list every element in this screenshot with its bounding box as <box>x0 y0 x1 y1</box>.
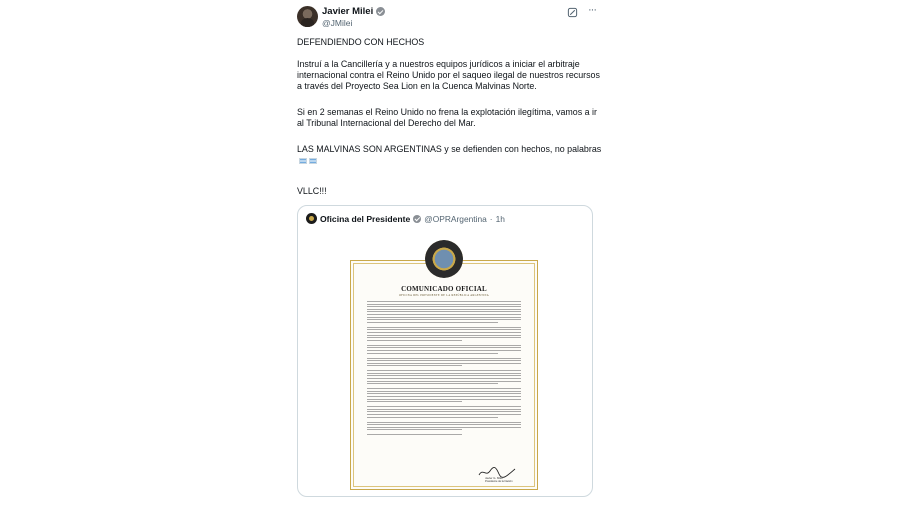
quoted-author-handle[interactable]: @OPRArgentina <box>424 213 487 224</box>
tweet <box>291 0 609 505</box>
quoted-timestamp[interactable]: 1h <box>495 213 505 224</box>
document-subtitle: OFICINA DEL PRESIDENTE DE LA REPÚBLICA ARGENTINA <box>399 294 489 297</box>
author-name-row <box>322 6 385 17</box>
document-paragraph <box>367 388 521 402</box>
tweet-heading: DEFENDIENDO CON HECHOS <box>297 37 425 47</box>
verified-badge-icon <box>376 7 385 16</box>
document-paragraph <box>367 358 521 367</box>
document-paragraph <box>367 370 521 384</box>
document-paragraph <box>367 422 521 431</box>
quoted-tweet-header <box>306 213 505 224</box>
verified-badge-icon <box>413 215 421 223</box>
quoted-tweet[interactable] <box>297 205 593 497</box>
document-paragraph <box>367 345 521 354</box>
tweet-paragraph-3-text: LAS MALVINAS SON ARGENTINAS y se defienden con hechos, no palabras <box>297 144 602 154</box>
argentina-flag-icon <box>299 158 307 164</box>
signature-name: Javier G. Milei <box>485 476 503 480</box>
document-body <box>367 301 521 439</box>
author-handle[interactable]: @JMilei <box>322 18 353 28</box>
document-paragraph <box>367 327 521 341</box>
document-paragraph <box>367 406 521 417</box>
author-display-name[interactable]: Javier Milei <box>322 6 374 17</box>
quoted-author-avatar[interactable] <box>306 213 317 224</box>
more-options-icon[interactable]: ··· <box>588 4 596 16</box>
tweet-paragraph-2: Si en 2 semanas el Reino Unido no frena la explotación ilegítima, vamos a ir al Tribunal Internacional del Derecho del Mar. <box>297 107 597 128</box>
argentina-flag-icon <box>309 158 317 164</box>
tweet-paragraph-1: Instruí a la Cancillería y a nuestros equipos jurídicos a iniciar el arbitraje internacional contra el Reino Unido por el saqueo ilegal de nuestros recursos a través del Proyecto Sea Lion en la Cuenca Malvinas Norte. <box>297 59 600 91</box>
grok-icon[interactable] <box>567 7 578 18</box>
document-paragraph <box>367 434 521 435</box>
official-statement-image[interactable] <box>350 260 538 490</box>
author-avatar[interactable] <box>297 6 318 27</box>
quoted-author-name[interactable]: Oficina del Presidente <box>320 213 411 224</box>
tweet-closing: VLLC!!! <box>297 186 327 196</box>
presidential-seal-icon <box>425 240 463 278</box>
document-paragraph <box>367 301 521 323</box>
signature-title: Presidente de la Nación <box>485 480 513 483</box>
document-title: COMUNICADO OFICIAL <box>401 285 487 293</box>
tweet-paragraph-3 <box>297 144 602 166</box>
separator-dot: · <box>489 213 493 224</box>
